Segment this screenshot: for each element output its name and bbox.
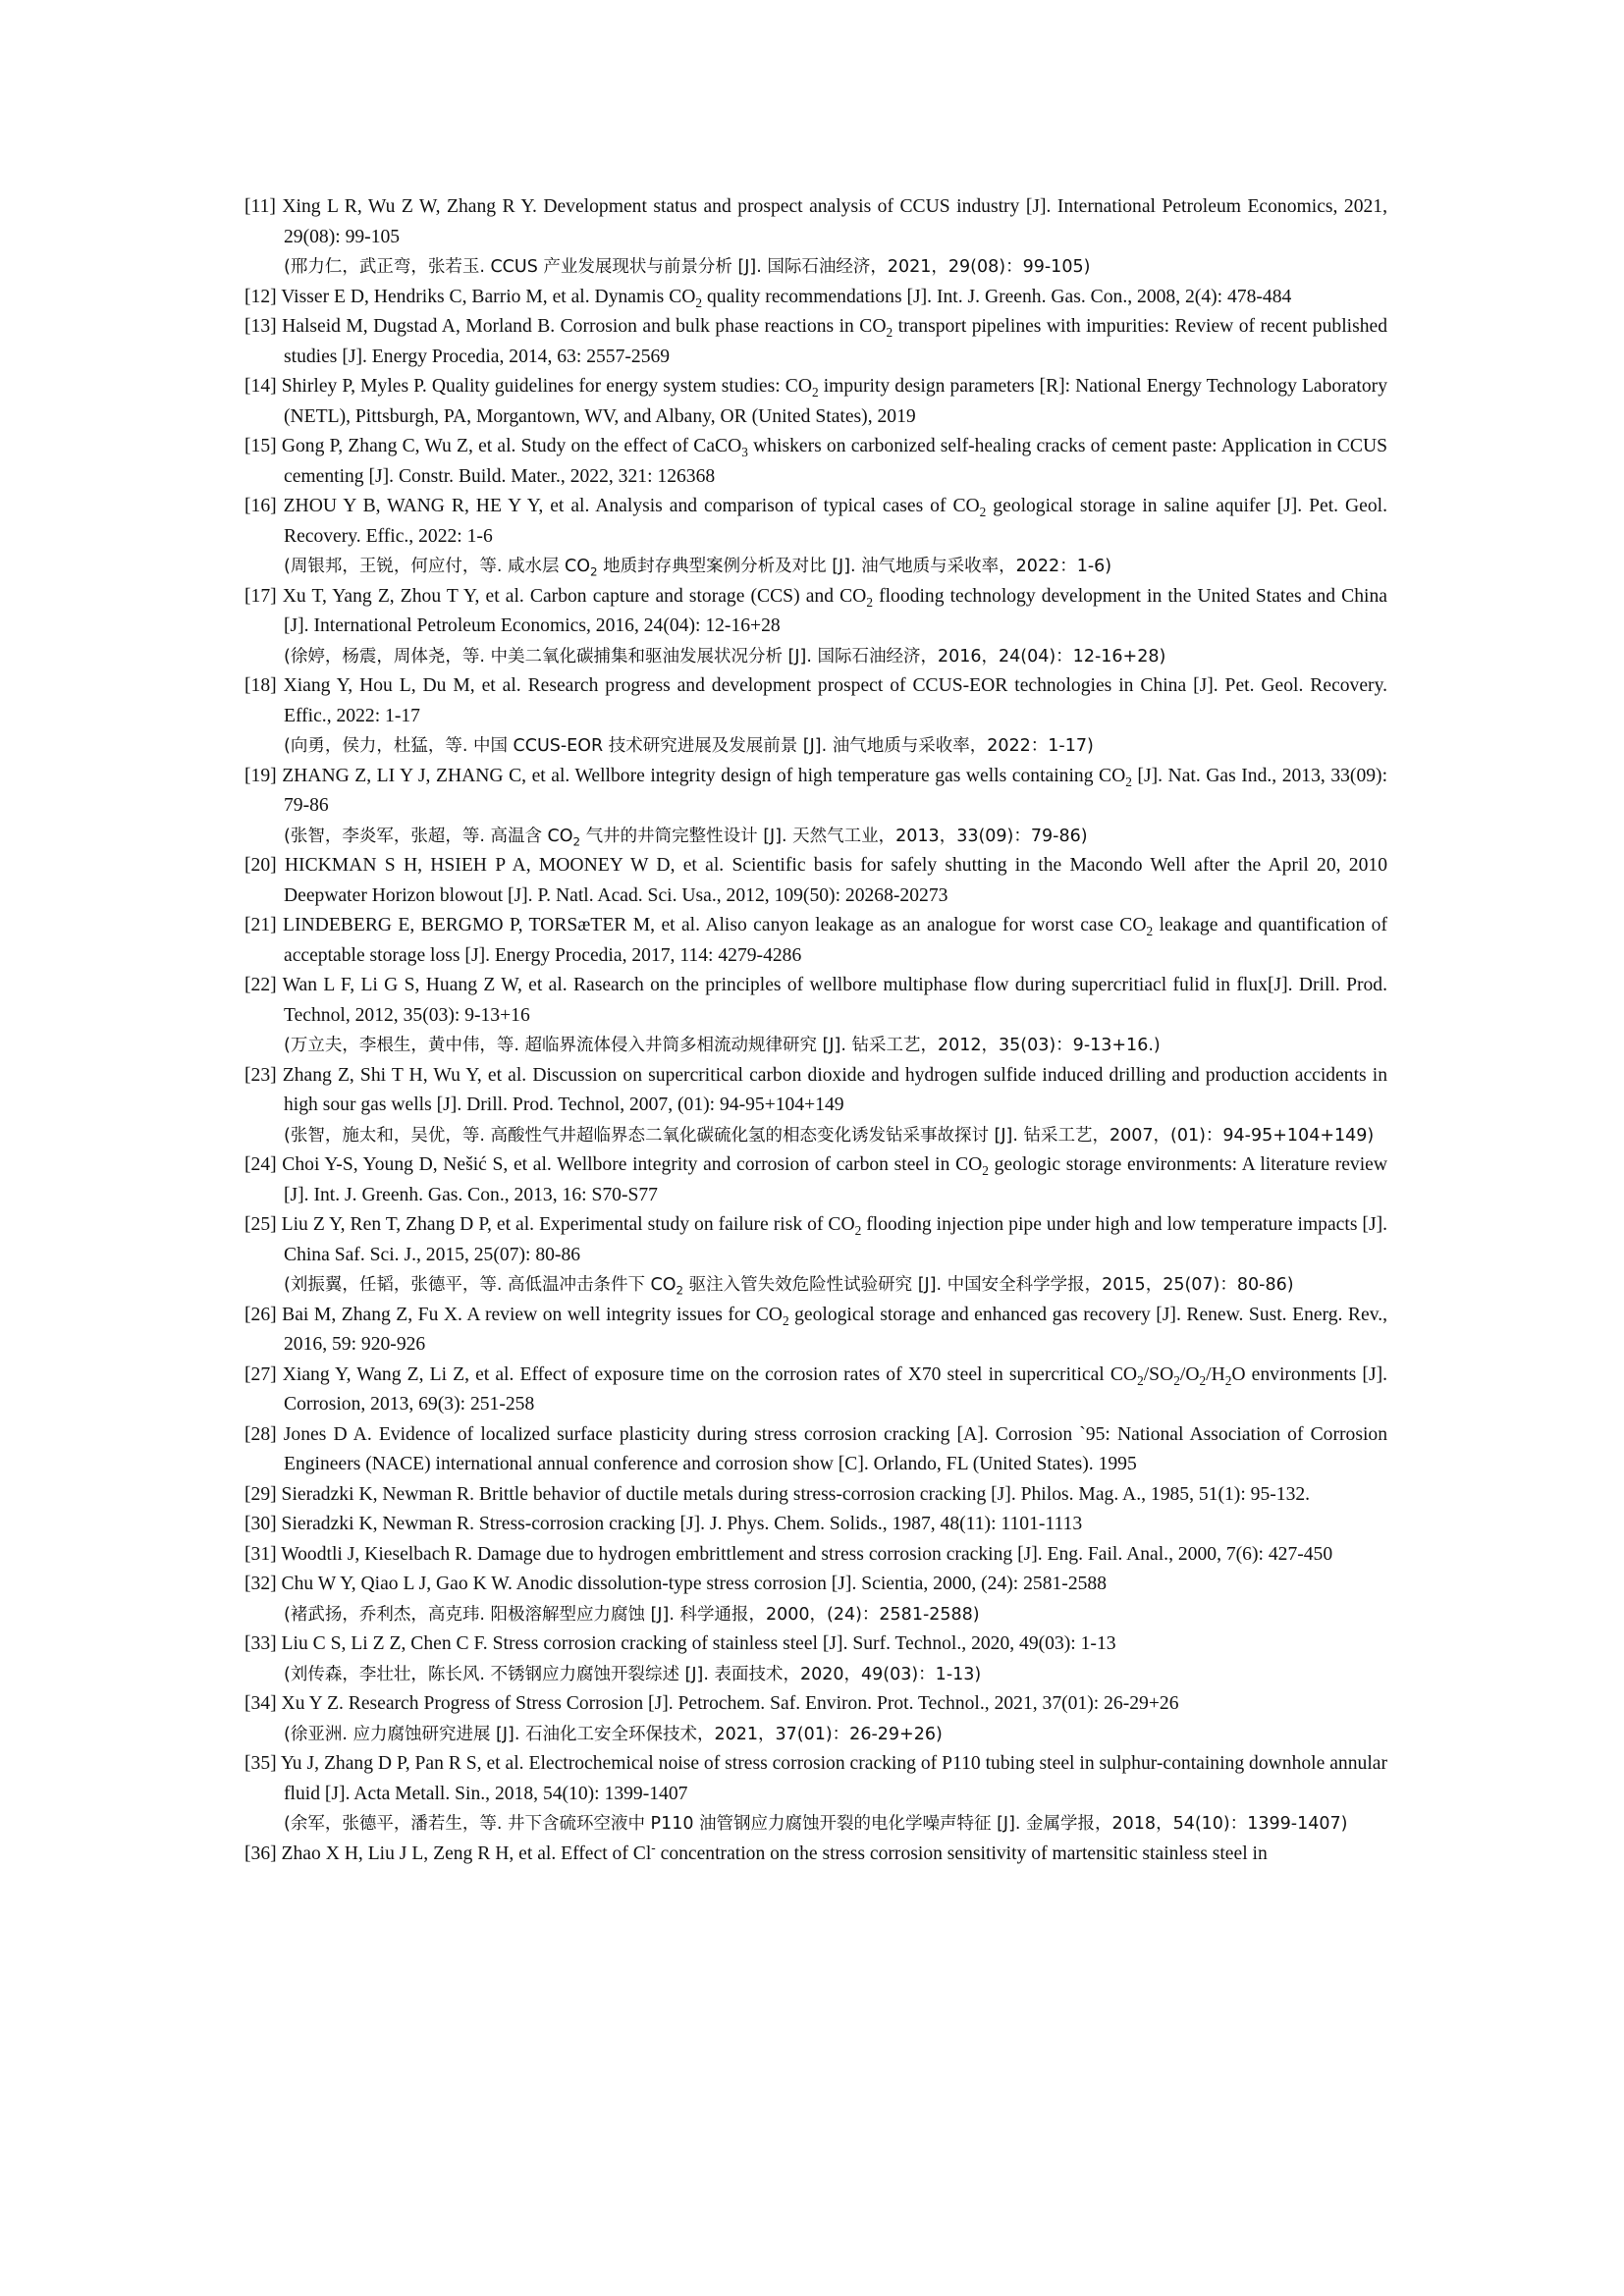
reference-number: [30] xyxy=(244,1514,282,1534)
reference-number: [33] xyxy=(244,1633,282,1654)
reference-number: [11] xyxy=(244,196,283,217)
reference-number: [15] xyxy=(244,436,282,456)
reference-english: [16] ZHOU Y B, WANG R, HE Y Y, et al. Analysis and comparison of typical cases of $CO_2$ geological storage in saline aquifer [J]. Pet. Geol. Recovery. Effic., 2022: 1-6 xyxy=(244,496,1388,547)
reference-english: [12] Visser E D, Hendriks C, Barrio M, et al. Dynamis $CO_2$ quality recommendations [J]. Int. J. Greenh. Gas. Con., 2008, 2(4): 478-484 xyxy=(244,286,1292,310)
reference-number: [31] xyxy=(244,1543,282,1565)
reference-number: [13] xyxy=(244,316,283,337)
reference-english: [35] Yu J, Zhang D P, Pan R S, et al. Electrochemical noise of stress corrosion cracking of P110 tubing steel in sulphur-containing downhole annular fluid [J]. Acta Metall. Sin., 2018, 54(10): 1399-1407 xyxy=(244,1753,1387,1804)
reference-number: [18] xyxy=(244,675,284,696)
reference-chinese: (刘振翼，任韬，张德平，等. 高低温冲击条件下 $CO_2$ 驱注入管失效危险性试验研究 [J]. 中国安全科学学报，2015，25(07)：80-86) xyxy=(284,1275,1294,1298)
reference-item xyxy=(244,582,1387,672)
reference-chinese: (徐婷，杨震，周体尧，等. 中美二氧化碳捕集和驱油发展状况分析 [J]. 国际石油经济，2016，24(04)：12-16+28) xyxy=(284,646,1166,667)
reference-item xyxy=(244,1629,1387,1689)
reference-english: [24] Choi Y-S, Young D, Nešić S, et al. Wellbore integrity and corrosion of carbon steel in $CO_2$ geologic storage environments: A literature review [J]. Int. J. Greenh. Gas. Con., 2013, 16: S70-S77 xyxy=(244,1154,1388,1205)
reference-english: [18] Xiang Y, Hou L, Du M, et al. Research progress and development prospect of CCUS-EOR technologies in China [J]. Pet. Geol. Recovery. Effic., 2022: 1-17 xyxy=(244,675,1387,726)
reference-number: [12] xyxy=(244,286,282,307)
reference-number: [35] xyxy=(244,1753,281,1774)
reference-number: [24] xyxy=(244,1154,283,1175)
reference-item xyxy=(244,1510,1387,1540)
reference-english: [36] Zhao X H, Liu J L, Zeng R H, et al. Effect of Cl- concentration on the stress corrosion sensitivity of martensitic stainless steel in xyxy=(244,1839,1268,1864)
reference-item xyxy=(244,671,1387,762)
reference-english: [22] Wan L F, Li G S, Huang Z W, et al. Rasearch on the principles of wellbore multiphase flow during supercritiacl fulid in flux[J]. Drill. Prod. Technol, 2012, 35(03): 9-13+16 xyxy=(244,975,1387,1026)
reference-item xyxy=(244,971,1387,1061)
reference-number: [20] xyxy=(244,855,285,876)
reference-item xyxy=(244,762,1387,852)
reference-item xyxy=(244,1540,1387,1571)
reference-chinese: (邢力仁，武正弯，张若玉. CCUS 产业发展现状与前景分析 [J]. 国际石油经济，2021，29(08)：99-105) xyxy=(284,257,1091,277)
reference-english: [28] Jones D A. Evidence of localized surface plasticity during stress corrosion cracking [A]. Corrosion `95: National Association of Corrosion Engineers (NACE) international annual conference and corrosion show [C]. Orlando, FL (United States). 1995 xyxy=(244,1423,1387,1474)
reference-number: [16] xyxy=(244,496,284,516)
reference-number: [19] xyxy=(244,765,283,786)
reference-english: [32] Chu W Y, Qiao L J, Gao K W. Anodic dissolution-type stress corrosion [J]. Scientia, 2000, (24): 2581-2588 xyxy=(244,1574,1108,1594)
reference-item xyxy=(244,1210,1387,1301)
reference-english: [15] Gong P, Zhang C, Wu Z, et al. Study on the effect of CaCO$_3$ whiskers on carbonized self-healing cracks of cement paste: Application in CCUS cementing [J]. Constr. Build. Mater., 2022, 321: 126368 xyxy=(244,436,1387,487)
reference-item xyxy=(244,1420,1387,1480)
reference-number: [32] xyxy=(244,1574,282,1594)
reference-item xyxy=(244,432,1387,492)
reference-english: [13] Halseid M, Dugstad A, Morland B. Corrosion and bulk phase reactions in $CO_2$ transport pipelines with impurities: Review of recent published studies [J]. Energy Procedia, 2014, 63: 2557-2569 xyxy=(244,316,1388,367)
reference-number: [29] xyxy=(244,1483,282,1505)
reference-english: [33] Liu C S, Li Z Z, Chen C F. Stress corrosion cracking of stainless steel [J]. Surf. Technol., 2020, 49(03): 1-13 xyxy=(244,1633,1116,1654)
reference-number: [27] xyxy=(244,1363,283,1385)
reference-english: [27] Xiang Y, Wang Z, Li Z, et al. Effect of exposure time on the corrosion rates of X70 steel in supercritical $CO_2/SO_2/O_2/H_2O$ environments [J]. Corrosion, 2013, 69(3): 251-258 xyxy=(244,1363,1387,1415)
reference-item xyxy=(244,1480,1387,1511)
reference-number: [23] xyxy=(244,1064,283,1086)
reference-item xyxy=(244,372,1387,432)
reference-chinese: (刘传森，李壮壮，陈长风. 不锈钢应力腐蚀开裂综述 [J]. 表面技术，2020，49(03)：1-13) xyxy=(284,1664,982,1684)
reference-chinese: (张智，施太和，吴优，等. 高酸性气井超临界态二氧化碳硫化氢的相态变化诱发钻采事故探讨 [J]. 钻采工艺，2007，(01)：94-95+104+149) xyxy=(284,1125,1375,1146)
reference-chinese: (周银邦，王锐，何应付，等. 咸水层 $CO_2$ 地质封存典型案例分析及对比 [J]. 油气地质与采收率，2022：1-6) xyxy=(284,557,1112,579)
reference-item xyxy=(244,851,1387,911)
reference-item xyxy=(244,1749,1387,1840)
reference-item xyxy=(244,1840,1387,1870)
reference-item xyxy=(244,1301,1387,1361)
reference-item xyxy=(244,911,1387,971)
reference-number: [36] xyxy=(244,1842,282,1864)
reference-number: [14] xyxy=(244,376,282,397)
reference-item xyxy=(244,1150,1387,1210)
reference-list xyxy=(244,192,1387,1869)
reference-english: [23] Zhang Z, Shi T H, Wu Y, et al. Discussion on supercritical carbon dioxide and hydrogen sulfide induced drilling and production accidents in high sour gas wells [J]. Drill. Prod. Technol, 2007, (01): 94-95+104+149 xyxy=(244,1064,1387,1115)
reference-english: [30] Sieradzki K, Newman R. Stress-corrosion cracking [J]. J. Phys. Chem. Solids., 1987, 48(11): 1101-1113 xyxy=(244,1514,1083,1534)
reference-item xyxy=(244,283,1387,313)
reference-english: [19] ZHANG Z, LI Y J, ZHANG C, et al. Wellbore integrity design of high temperature gas wells containing $CO_2$ [J]. Nat. Gas Ind., 2013, 33(09): 79-86 xyxy=(244,765,1388,816)
reference-item xyxy=(244,312,1387,372)
reference-item xyxy=(244,1061,1387,1151)
reference-chinese: (向勇，侯力，杜猛，等. 中国 CCUS-EOR 技术研究进展及发展前景 [J]. 油气地质与采收率，2022：1-17) xyxy=(284,736,1094,756)
reference-number: [26] xyxy=(244,1304,283,1325)
reference-chinese: (徐亚洲. 应力腐蚀研究进展 [J]. 石油化工安全环保技术，2021，37(01)：26-29+26) xyxy=(284,1724,943,1744)
reference-number: [22] xyxy=(244,975,283,995)
reference-english: [25] Liu Z Y, Ren T, Zhang D P, et al. Experimental study on failure risk of $CO_2$ flooding injection pipe under high and low temperature impacts [J]. China Saf. Sci. J., 2015, 25(07): 80-86 xyxy=(244,1214,1387,1265)
reference-english: [29] Sieradzki K, Newman R. Brittle behavior of ductile metals during stress-corrosion cracking [J]. Philos. Mag. A., 1985, 51(1): 95-132. xyxy=(244,1483,1311,1505)
reference-number: [28] xyxy=(244,1423,284,1445)
reference-english: [20] HICKMAN S H, HSIEH P A, MOONEY W D, et al. Scientific basis for safely shutting in the Macondo Well after the April 20, 2010 Deepwater Horizon blowout [J]. P. Natl. Acad. Sci. Usa., 2012, 109(50): 20268-20273 xyxy=(244,855,1387,906)
reference-item xyxy=(244,492,1387,582)
reference-english: [14] Shirley P, Myles P. Quality guidelines for energy system studies: $CO_2$ impurity design parameters [R]: National Energy Technology Laboratory (NETL), Pittsburgh, PA, Morgantown, WV, and Albany, OR (United States), 2019 xyxy=(244,376,1387,427)
reference-number: [25] xyxy=(244,1214,282,1235)
reference-number: [17] xyxy=(244,585,283,607)
reference-english: [21] LINDEBERG E, BERGMO P, TORSæTER M, et al. Aliso canyon leakage as an analogue for worst case $CO_2$ leakage and quantification of acceptable storage loss [J]. Energy Procedia, 2017, 114: 4279-4286 xyxy=(244,915,1387,966)
reference-english: [17] Xu T, Yang Z, Zhou T Y, et al. Carbon capture and storage (CCS) and $CO_2$ flooding technology development in the United States and China [J]. International Petroleum Economics, 2016, 24(04): 12-16+28 xyxy=(244,585,1387,636)
reference-item xyxy=(244,1689,1387,1749)
reference-english: [31] Woodtli J, Kieselbach R. Damage due to hydrogen embrittlement and stress corrosion cracking [J]. Eng. Fail. Anal., 2000, 7(6): 427-450 xyxy=(244,1543,1333,1565)
reference-number: [21] xyxy=(244,915,284,935)
reference-item xyxy=(244,192,1387,283)
reference-english: [34] Xu Y Z. Research Progress of Stress Corrosion [J]. Petrochem. Saf. Environ. Prot. Technol., 2021, 37(01): 26-29+26 xyxy=(244,1693,1179,1714)
reference-item xyxy=(244,1361,1387,1420)
reference-chinese: (余军，张德平，潘若生，等. 井下含硫环空液中 P110 油管钢应力腐蚀开裂的电化学噪声特征 [J]. 金属学报，2018，54(10)：1399-1407) xyxy=(284,1814,1348,1834)
reference-chinese: (万立夫，李根生，黄中伟，等. 超临界流体侵入井筒多相流动规律研究 [J]. 钻采工艺，2012，35(03)：9-13+16.) xyxy=(284,1036,1161,1055)
reference-chinese: (张智，李炎军，张超，等. 高温含 $CO_2$ 气井的井筒完整性设计 [J]. 天然气工业，2013，33(09)：79-86) xyxy=(284,826,1088,848)
reference-chinese: (褚武扬，乔利杰，高克玮. 阳极溶解型应力腐蚀 [J]. 科学通报，2000，(24)：2581-2588) xyxy=(284,1604,980,1625)
reference-english: [11] Xing L R, Wu Z W, Zhang R Y. Development status and prospect analysis of CCUS industry [J]. International Petroleum Economics, 2021, 29(08): 99-105 xyxy=(244,196,1387,247)
reference-number: [34] xyxy=(244,1693,282,1714)
reference-item xyxy=(244,1570,1387,1629)
reference-english: [26] Bai M, Zhang Z, Fu X. A review on well integrity issues for $CO_2$ geological storage and enhanced gas recovery [J]. Renew. Sust. Energ. Rev., 2016, 59: 920-926 xyxy=(244,1304,1388,1355)
